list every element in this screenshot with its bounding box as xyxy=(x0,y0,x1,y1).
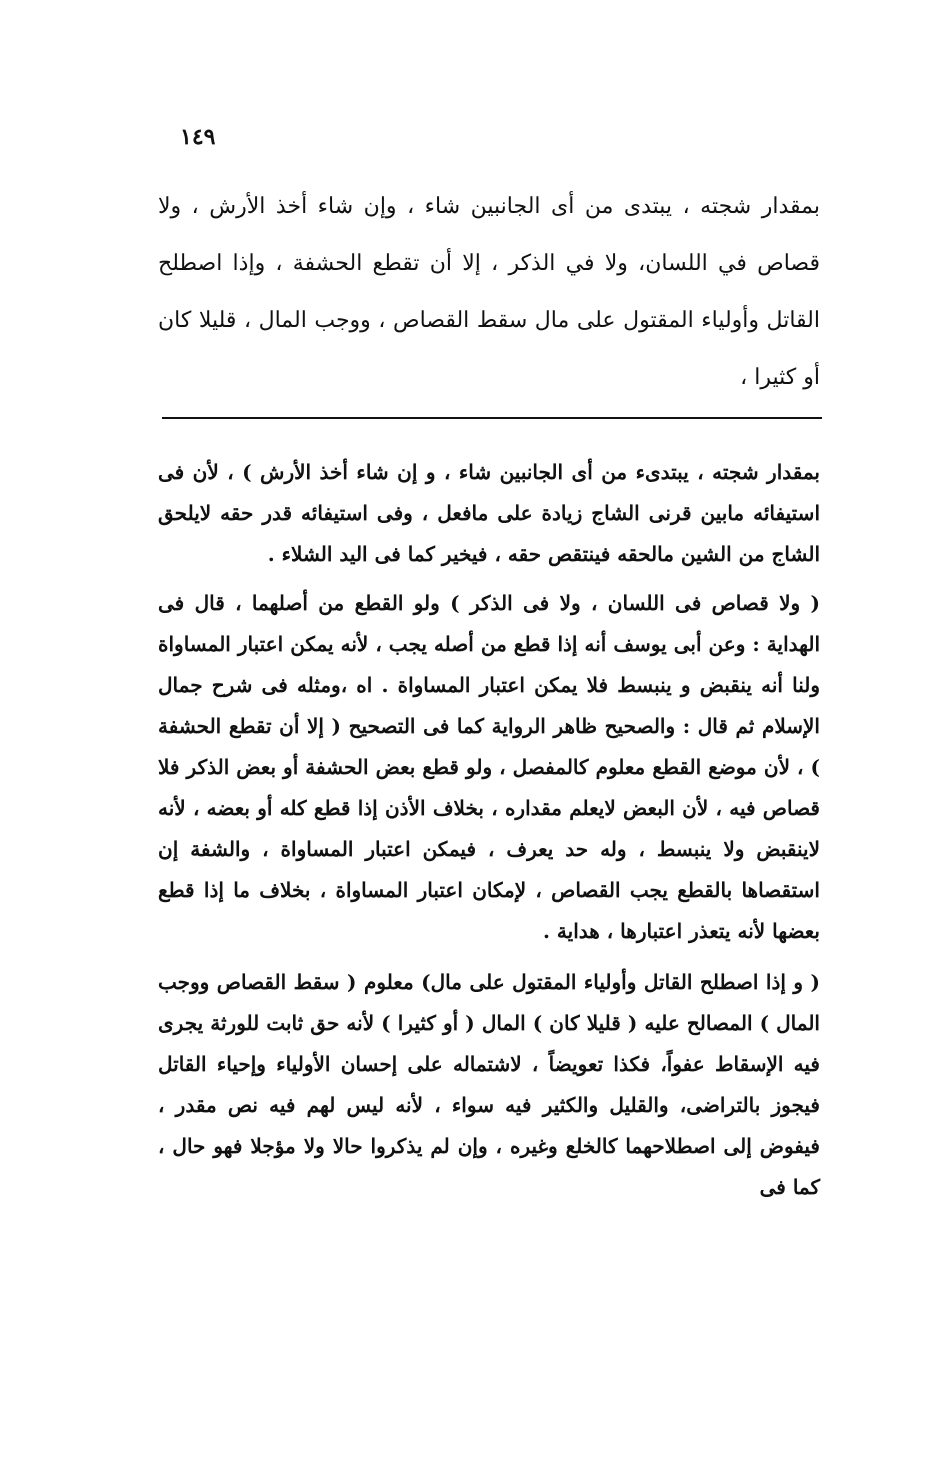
commentary-paragraph: ( و إذا اصطلح القاتل وأولياء المقتول على مال) معلوم ( سقط القصاص ووجب المال ) المصالح عليه ( قليلا كان ) المال ( أو كثيرا ) لأنه حق ثابت للورثة يجرى فيه الإسقاط عفواً، فكذا تعويضاً ، لاشتماله على إحسان الأولياء وإحياء القاتل فيجوز بالتراضى، والقليل والكثير فيه سواء ، لأنه ليس لهم فيه نص مقدر ، فيفوض إلى اصطلاحهما كالخلع وغيره ، وإن لم يذكروا حالا ولا مؤجلا فهو حال ، كما فى xyxy=(158,970,820,1199)
page-number: ١٤٩ xyxy=(180,124,216,150)
commentary-block xyxy=(158,452,820,1208)
commentary-paragraph: بمقدار شجته ، يبتدىء من أى الجانبين شاء ، و إن شاء أخذ الأرش ) ، لأن فى استيفائه مابين قرنى الشاج زيادة على مافعل ، وفى استيفائه قدر حقه لايلحق الشاج من الشين مالحقه فينتقص حقه ، فيخير كما فى اليد الشلاء . xyxy=(158,460,820,566)
main-text-block xyxy=(158,178,820,406)
separator-line xyxy=(162,417,822,419)
main-text: بمقدار شجته ، يبتدى من أى الجانبين شاء ، وإن شاء أخذ الأرش ، ولا قصاص في اللسان، ولا في الذكر ، إلا أن تقطع الحشفة ، وإذا اصطلح القاتل وأولياء المقتول على مال سقط القصاص ، ووجب المال ، قليلا كان أو كثيرا ، xyxy=(158,194,820,390)
commentary-paragraph: ( ولا قصاص فى اللسان ، ولا فى الذكر ) ولو القطع من أصلهما ، قال فى الهداية : وعن أبى يوسف أنه إذا قطع من أصله يجب ، لأنه يمكن اعتبار المساواة ولنا أنه ينقبض و ينبسط فلا يمكن اعتبار المساواة . اه ،ومثله فى شرح جمال الإسلام ثم قال : والصحيح ظاهر الرواية كما فى التصحيح ( إلا أن تقطع الحشفة ) ، لأن موضع القطع معلوم كالمفصل ، ولو قطع بعض الحشفة أو بعض الذكر فلا قصاص فيه ، لأن البعض لايعلم مقداره ، بخلاف الأذن إذا قطع كله أو بعضه ، لأنه لاينقبض ولا ينبسط ، وله حد يعرف ، فيمكن اعتبار المساواة ، والشفة إن استقصاها بالقطع يجب القصاص ، لإمكان اعتبار المساواة ، بخلاف ما إذا قطع بعضها لأنه يتعذر اعتبارها ، هداية . xyxy=(158,591,820,943)
